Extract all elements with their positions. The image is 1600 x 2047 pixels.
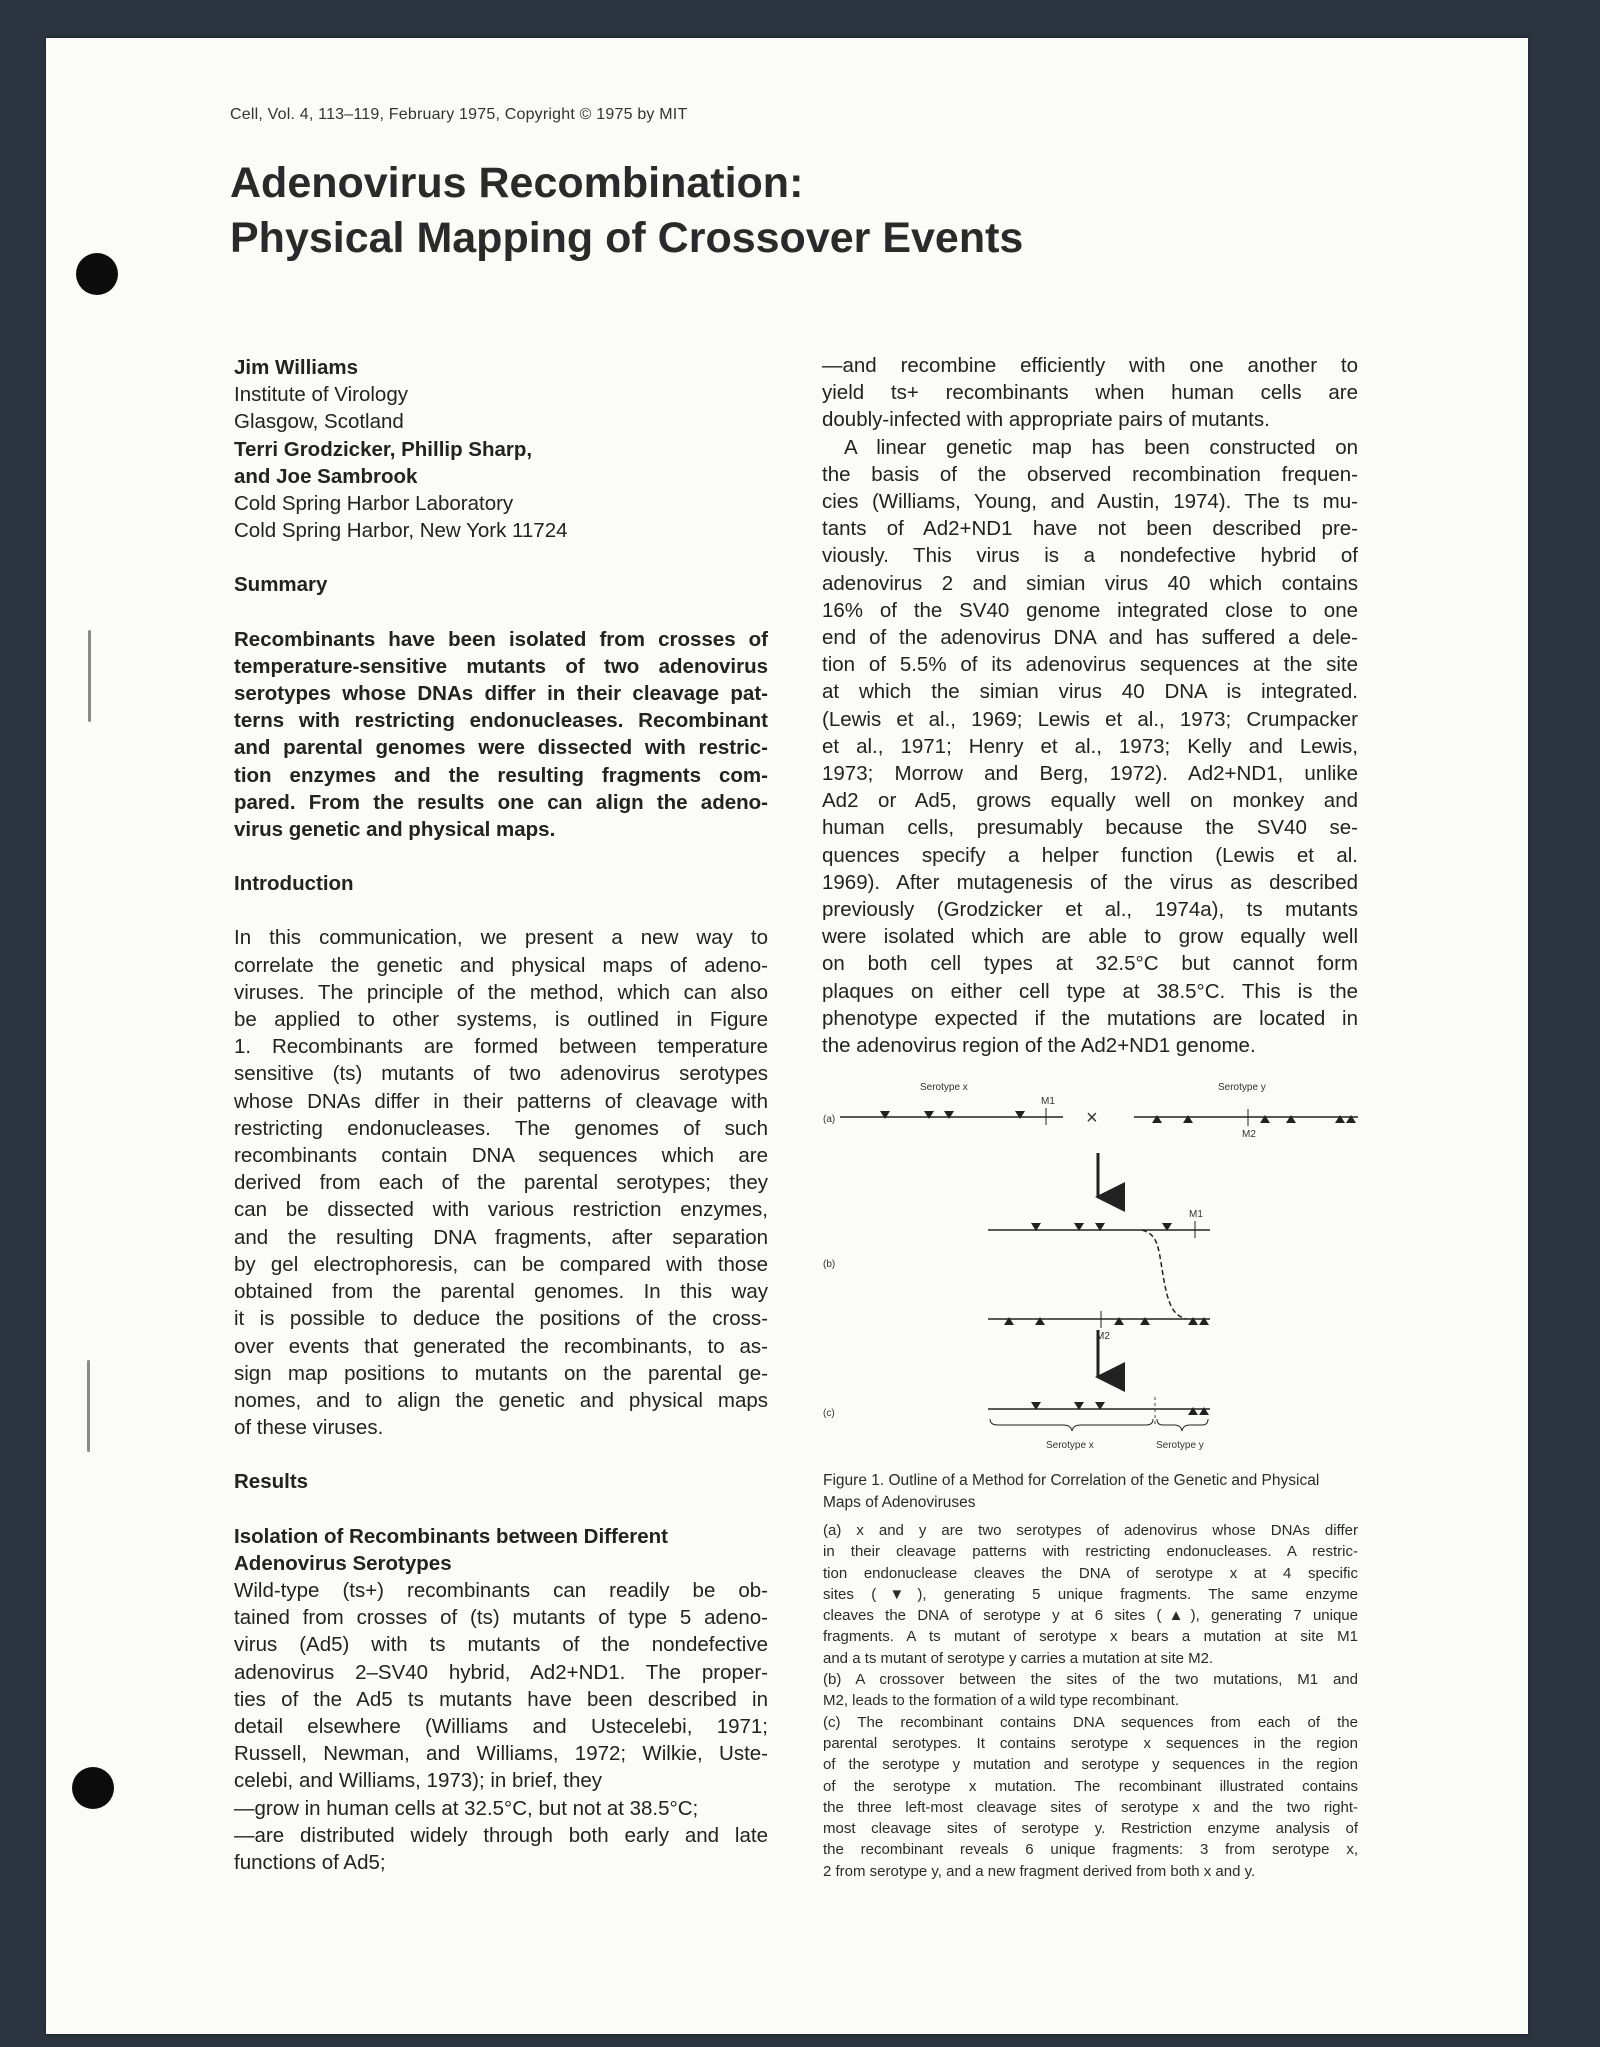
text-line: by gel electrophoresis, can be compared with those bbox=[234, 1252, 768, 1276]
text-line: fragments. A ts mutant of serotype x bears a mutation at site M1 bbox=[823, 1628, 1358, 1646]
cleavage-site-up bbox=[1114, 1317, 1124, 1325]
caption-text bbox=[823, 1520, 1358, 1882]
panel-label-c: (c) bbox=[823, 1408, 835, 1419]
figure-1-diagram bbox=[818, 1075, 1364, 1470]
text-line: doubly-infected with appropriate pairs of mutants. bbox=[822, 408, 1270, 432]
crossover-line bbox=[1142, 1230, 1186, 1319]
text-line: tion endonuclease cleaves the DNA of serotype x at 4 specific bbox=[823, 1564, 1358, 1582]
text-line: tion enzymes and the resulting fragments com- bbox=[234, 763, 768, 787]
text-line: recombinants contain DNA sequences which are bbox=[234, 1144, 768, 1168]
results-subheading: Adenovirus Serotypes bbox=[234, 1551, 452, 1575]
text-line: be applied to other systems, is outlined in Figure bbox=[234, 1008, 768, 1032]
text-line: cleaves the DNA of serotype y at 6 sites (▲), generating 7 unique bbox=[823, 1607, 1358, 1625]
author-institution: Cold Spring Harbor Laboratory bbox=[234, 492, 514, 516]
text-line: sensitive (ts) mutants of two adenovirus serotypes bbox=[234, 1062, 768, 1086]
serotype-y-brace bbox=[1157, 1419, 1208, 1431]
introduction-text bbox=[234, 924, 768, 1441]
text-line: cies (Williams, Young, and Austin, 1974). The ts mu- bbox=[822, 490, 1358, 514]
cleavage-site-up bbox=[1199, 1317, 1209, 1325]
staple-mark-top bbox=[88, 630, 91, 722]
text-line: on both cell types at 32.5°C but cannot form bbox=[822, 952, 1358, 976]
cleavage-site-up bbox=[1152, 1115, 1162, 1123]
text-line: the three left-most cleavage sites of serotype x and the two right- bbox=[823, 1798, 1358, 1816]
text-line: Wild-type (ts+) recombinants can readily be ob- bbox=[234, 1578, 768, 1602]
text-line: over events that generated the recombinants, to as- bbox=[234, 1334, 768, 1358]
text-line: and parental genomes were dissected with restric- bbox=[234, 736, 768, 760]
text-line: virus (Ad5) with ts mutants of the nondefective bbox=[234, 1633, 768, 1657]
cleavage-site-up bbox=[1183, 1115, 1193, 1123]
binder-hole-bottom bbox=[72, 1767, 114, 1809]
text-line: 1973; Morrow and Berg, 1972). Ad2+ND1, unlike bbox=[822, 762, 1358, 786]
cleavage-site-down bbox=[880, 1111, 890, 1119]
cleavage-site-up bbox=[1335, 1115, 1345, 1123]
text-line: 1969). After mutagenesis of the virus as described bbox=[822, 870, 1358, 894]
text-line: (a) x and y are two serotypes of adenovirus whose DNAs differ bbox=[823, 1522, 1358, 1539]
summary-heading: Summary bbox=[234, 573, 328, 597]
text-line: detail elsewhere (Williams and Ustecelebi, 1971; bbox=[234, 1714, 768, 1738]
text-line: terns with restricting endonucleases. Recombinant bbox=[234, 709, 768, 733]
text-line: celebi, and Williams, 1973); in brief, they bbox=[234, 1769, 603, 1793]
results-subheading: Isolation of Recombinants between Different bbox=[234, 1524, 668, 1548]
m2-label: M2 bbox=[1242, 1129, 1256, 1140]
cross-symbol: × bbox=[1086, 1107, 1098, 1129]
text-line: restricting endonucleases. The genomes of such bbox=[234, 1116, 768, 1140]
text-line: sign map positions to mutants on the parental ge- bbox=[234, 1361, 768, 1385]
text-line: most cleavage sites of serotype y. Restriction enzyme analysis of bbox=[823, 1820, 1358, 1838]
text-line: 16% of the SV40 genome integrated close to one bbox=[822, 598, 1358, 622]
text-line: 1. Recombinants are formed between temperature bbox=[234, 1035, 768, 1059]
text-line: the basis of the observed recombination frequen- bbox=[822, 462, 1358, 486]
text-line: and a ts mutant of serotype y carries a mutation at site M2. bbox=[823, 1649, 1214, 1667]
text-line: sites (▼), generating 5 unique fragments. The same enzyme bbox=[823, 1585, 1358, 1603]
author-name: Jim Williams bbox=[234, 356, 359, 379]
cleavage-site-down bbox=[1015, 1111, 1025, 1119]
text-line: phenotype expected if the mutations are located in bbox=[822, 1006, 1358, 1030]
right-column-text bbox=[822, 352, 1358, 1059]
article-title bbox=[230, 156, 1230, 266]
text-line: A linear genetic map has been constructed on bbox=[844, 435, 1358, 459]
text-line: Recombinants have been isolated from crosses of bbox=[234, 627, 768, 651]
title-line-1: Adenovirus Recombination: bbox=[230, 159, 804, 207]
text-line: Russell, Newman, and Williams, 1972; Wilkie, Uste- bbox=[234, 1742, 768, 1766]
text-line: correlate the genetic and physical maps of adeno- bbox=[234, 953, 768, 977]
text-line: (c) The recombinant contains DNA sequences from each of the bbox=[823, 1713, 1358, 1731]
text-line: tion of 5.5% of its adenovirus sequences at the site bbox=[822, 653, 1358, 677]
right-column bbox=[822, 352, 1358, 1059]
cleavage-site-up bbox=[1035, 1317, 1045, 1325]
text-line: the recombinant reveals 6 unique fragments: 3 from serotype x, bbox=[823, 1841, 1358, 1859]
left-column bbox=[234, 354, 768, 1876]
text-line: 2 from serotype y, and a new fragment derived from both x and y. bbox=[823, 1862, 1256, 1880]
results-heading: Results bbox=[234, 1470, 309, 1494]
text-line: derived from each of the parental serotypes; they bbox=[234, 1171, 768, 1195]
text-line: it is possible to deduce the positions of the cross- bbox=[234, 1307, 768, 1331]
text-line: previously (Grodzicker et al., 1974a), ts mutants bbox=[822, 898, 1358, 922]
text-line: pared. From the results one can align the adeno- bbox=[234, 790, 768, 814]
author-names: and Joe Sambrook bbox=[234, 464, 418, 488]
serotype-x-label: Serotype x bbox=[920, 1082, 968, 1093]
text-line: of the serotype x mutation. The recombinant illustrated contains bbox=[823, 1777, 1358, 1795]
binder-hole-top bbox=[76, 253, 118, 295]
author-location: Glasgow, Scotland bbox=[234, 410, 404, 434]
text-line: were isolated which are able to grow equally well bbox=[822, 925, 1358, 949]
cleavage-site-up bbox=[1346, 1115, 1356, 1123]
cleavage-site-up bbox=[1004, 1317, 1014, 1325]
text-line: adenovirus 2–SV40 hybrid, Ad2+ND1. The proper- bbox=[234, 1660, 768, 1684]
text-line: M2, leads to the formation of a wild type recombinant. bbox=[823, 1692, 1180, 1710]
text-line: parental serotypes. It contains serotype x sequences in the region bbox=[823, 1734, 1358, 1752]
m1-label: M1 bbox=[1041, 1096, 1055, 1107]
cleavage-site-up bbox=[1188, 1317, 1198, 1325]
text-line: temperature-sensitive mutants of two adenovirus bbox=[234, 654, 768, 678]
text-line: —and recombine efficiently with one another to bbox=[822, 354, 1358, 377]
text-line: serotypes whose DNAs differ in their cleavage pat- bbox=[234, 682, 768, 706]
text-line: yield ts+ recombinants when human cells are bbox=[822, 381, 1358, 405]
staple-mark-bottom bbox=[87, 1360, 90, 1452]
serotype-x-label: Serotype x bbox=[1046, 1440, 1094, 1451]
cleavage-site-down bbox=[924, 1111, 934, 1119]
results-text bbox=[234, 1577, 768, 1876]
text-line: human cells, presumably because the SV40 se- bbox=[822, 816, 1358, 840]
text-line: virus genetic and physical maps. bbox=[234, 818, 556, 842]
summary-text bbox=[234, 626, 768, 844]
author-names: Terri Grodzicker, Phillip Sharp, bbox=[234, 437, 533, 461]
author-location: Cold Spring Harbor, New York 11724 bbox=[234, 519, 568, 543]
text-line: In this communication, we present a new way to bbox=[234, 926, 768, 950]
text-line: can be dissected with various restriction enzymes, bbox=[234, 1198, 768, 1222]
cleavage-site-up bbox=[1199, 1407, 1209, 1415]
caption-title: Figure 1. Outline of a Method for Correlation of the Genetic and Physical Maps of Adenoviruses bbox=[823, 1472, 1320, 1511]
serotype-x-brace bbox=[990, 1419, 1153, 1431]
text-line: et al., 1971; Henry et al., 1973; Kelly and Lewis, bbox=[822, 734, 1358, 758]
text-line: tants of Ad2+ND1 have not been described pre- bbox=[822, 517, 1358, 541]
serotype-y-label: Serotype y bbox=[1156, 1440, 1204, 1451]
text-line: nomes, and to align the genetic and physical maps bbox=[234, 1388, 768, 1412]
cleavage-site-up bbox=[1140, 1317, 1150, 1325]
text-line: of these viruses. bbox=[234, 1416, 384, 1440]
text-line: adenovirus 2 and simian virus 40 which contains bbox=[822, 571, 1358, 595]
figure-caption bbox=[823, 1470, 1358, 1882]
text-line: (b) A crossover between the sites of the two mutations, M1 and bbox=[823, 1671, 1358, 1689]
cleavage-site-up bbox=[1188, 1407, 1198, 1415]
cleavage-site-down bbox=[944, 1111, 954, 1119]
m1-label: M1 bbox=[1189, 1209, 1203, 1220]
text-line: at which the simian virus 40 DNA is integrated. bbox=[822, 680, 1358, 704]
text-line: viruses. The principle of the method, which can also bbox=[234, 980, 768, 1004]
text-line: viously. This virus is a nondefective hybrid of bbox=[822, 544, 1358, 568]
text-line: tained from crosses of (ts) mutants of type 5 adeno- bbox=[234, 1606, 768, 1630]
text-line: in their cleavage patterns with restricting endonucleases. A restric- bbox=[823, 1543, 1358, 1561]
author-institution: Institute of Virology bbox=[234, 383, 408, 407]
introduction-heading: Introduction bbox=[234, 872, 354, 896]
text-line: ties of the Ad5 ts mutants have been described in bbox=[234, 1687, 768, 1711]
text-line: and the resulting DNA fragments, after separation bbox=[234, 1225, 768, 1249]
text-line: (Lewis et al., 1969; Lewis et al., 1973; Crumpacker bbox=[822, 707, 1358, 731]
text-line: end of the adenovirus DNA and has suffered a dele- bbox=[822, 626, 1358, 650]
panel-label-b: (b) bbox=[823, 1259, 836, 1270]
text-line: whose DNAs differ in their patterns of cleavage with bbox=[234, 1089, 768, 1113]
text-line: quences specify a helper function (Lewis et al. bbox=[822, 843, 1358, 867]
cleavage-site-up bbox=[1286, 1115, 1296, 1123]
serotype-y-label: Serotype y bbox=[1218, 1082, 1266, 1093]
citation-line: Cell, Vol. 4, 113–119, February 1975, Copyright © 1975 by MIT bbox=[230, 106, 688, 123]
text-line: of the serotype y mutation and serotype y sequences in the region bbox=[823, 1756, 1358, 1774]
text-line: obtained from the parental genomes. In this way bbox=[234, 1280, 768, 1304]
title-line-2: Physical Mapping of Crossover Events bbox=[230, 214, 1024, 262]
text-line: the adenovirus region of the Ad2+ND1 genome. bbox=[822, 1034, 1256, 1058]
text-line: —grow in human cells at 32.5°C, but not at 38.5°C; bbox=[234, 1796, 699, 1820]
cleavage-site-up bbox=[1260, 1115, 1270, 1123]
panel-label-a: (a) bbox=[823, 1114, 836, 1125]
m2-label: M2 bbox=[1096, 1331, 1110, 1342]
text-line: plaques on either cell type at 38.5°C. This is the bbox=[822, 979, 1358, 1003]
text-line: Ad2 or Ad5, grows equally well on monkey and bbox=[822, 789, 1358, 813]
text-line: —are distributed widely through both early and late bbox=[234, 1823, 768, 1847]
text-line: functions of Ad5; bbox=[234, 1850, 386, 1874]
